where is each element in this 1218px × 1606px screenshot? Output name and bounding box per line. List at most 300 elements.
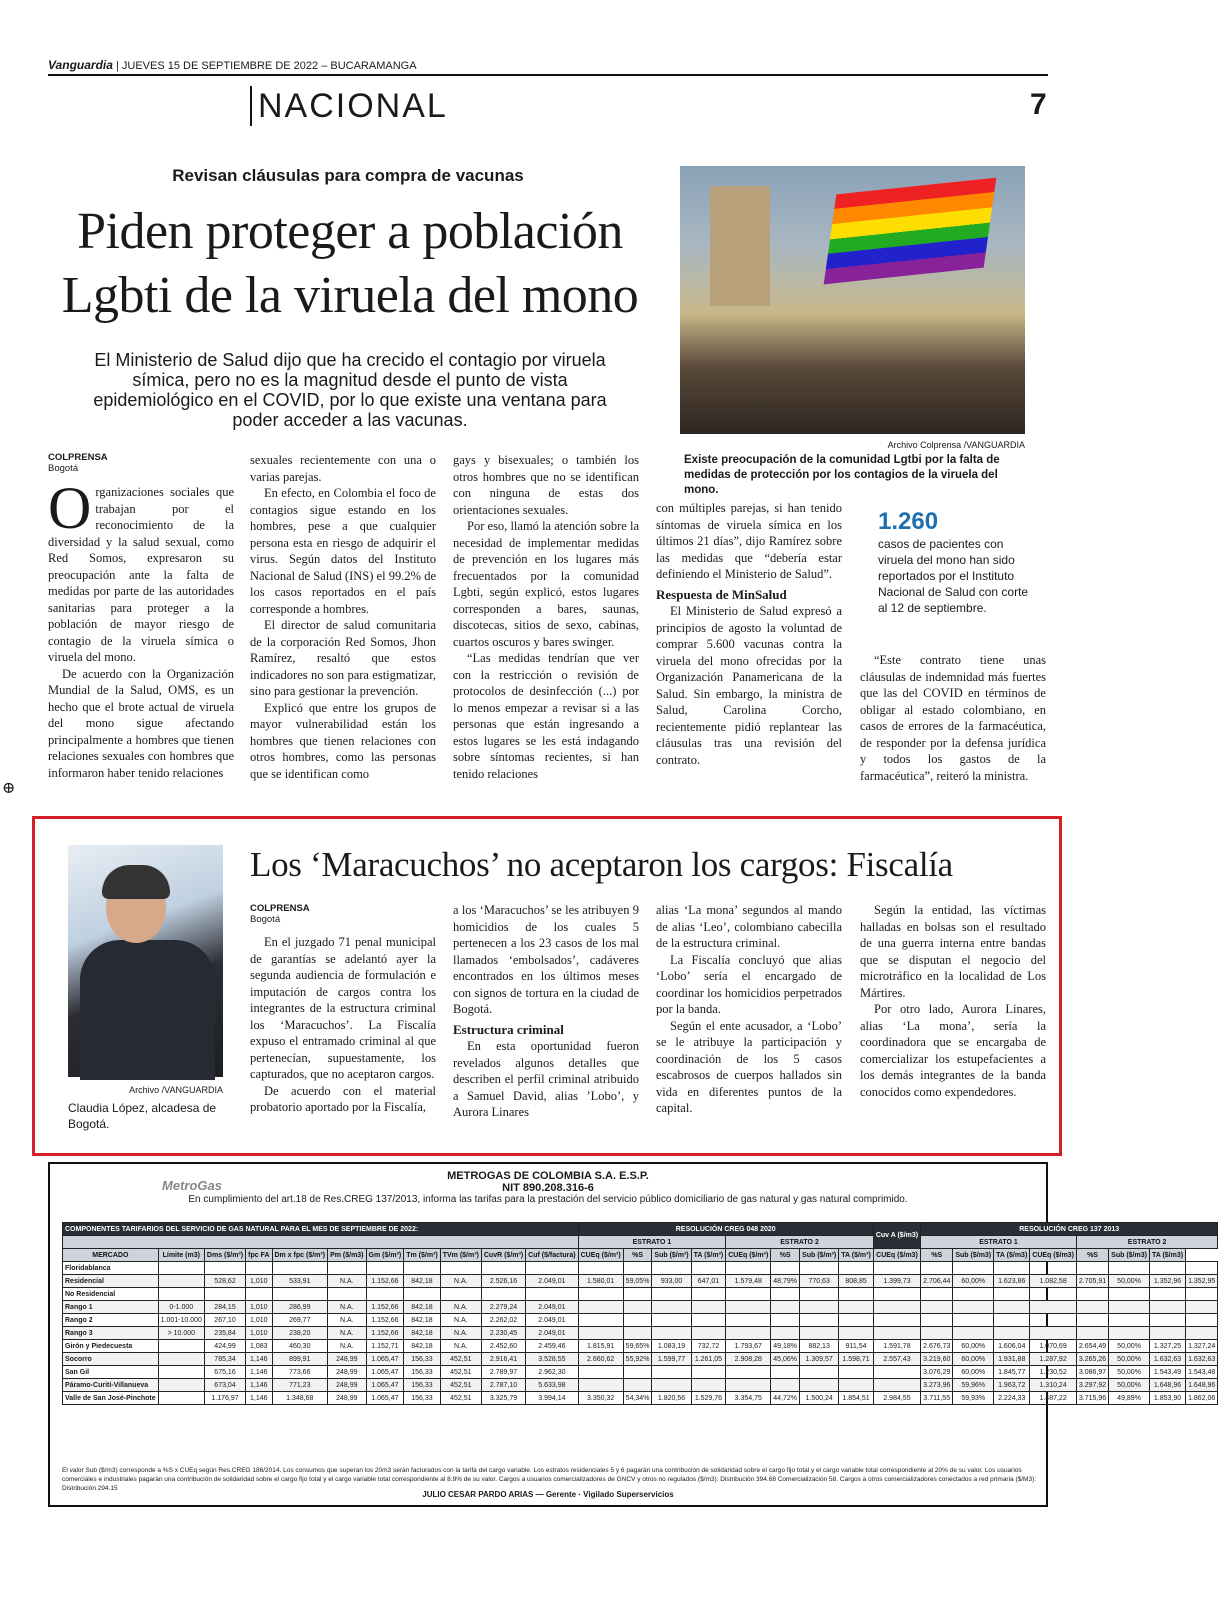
table-cell: 60,00% <box>953 1340 994 1353</box>
paragraph: “Este contrato tiene unas cláusulas de indemnidad más fuertes que las del COVID en términos de obligar al estado colombiano, en casos de errores de la farmacéutica, de responder por la defensa jurídica y todos los gastos de la farmacéutica”, reiteró la ministra. <box>860 653 1046 783</box>
row-label: Páramo-Curití-Villanueva <box>63 1379 159 1392</box>
table-cell <box>994 1314 1030 1327</box>
table-cell: 1.931,88 <box>994 1353 1030 1366</box>
byline <box>250 903 310 925</box>
column-header: TA ($/m³) <box>839 1249 874 1262</box>
table-row <box>63 1340 1218 1353</box>
subhead: Estructura criminal <box>453 1021 564 1037</box>
paragraph: alias ‘La mona’ segundos al mando de alias ‘Leo’, colombiano cabecilla de la estructura criminal. <box>656 903 842 950</box>
table-cell: 1.261,05 <box>691 1353 726 1366</box>
column-header: %S <box>623 1249 652 1262</box>
table-cell: 156,33 <box>404 1379 441 1392</box>
article-column-4 <box>656 500 842 768</box>
table-cell: 2.459,46 <box>526 1340 578 1353</box>
table-cell: 842,18 <box>404 1275 441 1288</box>
table-cell: N.A. <box>328 1275 366 1288</box>
paragraph: a los ‘Maracuchos’ se les atribuyen 9 homicidios de los cuales 5 pertenecen a los 23 casos de los mal llamados ‘embolsados’, cadáveres encontrados en los últimos meses con signos de tortura en la ciudad de Bogotá. <box>453 903 639 1016</box>
photo-credit: Archivo /VANGUARDIA <box>129 1085 223 1095</box>
table-cell: 50,00% <box>1109 1275 1150 1288</box>
paragraph: “Las medidas tendrían que ver con la restricción o revisión de protocolos de desinfección (...) por lo menos empezar a revisar si a las personas que están ingresando a estos lugares se les está indagando sobre síntomas recientes, si han tenido relaciones <box>453 651 639 781</box>
table-cell: 50,00% <box>1109 1353 1150 1366</box>
table-cell <box>158 1379 204 1392</box>
table-cell <box>800 1262 839 1275</box>
table-cell: 3.325,79 <box>481 1392 525 1405</box>
column-header: %S <box>921 1249 953 1262</box>
table-cell <box>652 1314 691 1327</box>
table-cell: 1.853,90 <box>1149 1392 1185 1405</box>
table-cell: 2.706,44 <box>921 1275 953 1288</box>
table-row <box>63 1288 1218 1301</box>
table-cell: 1.065,47 <box>366 1392 404 1405</box>
column-header: CUEq ($/m3) <box>873 1249 920 1262</box>
table-cell <box>921 1327 953 1340</box>
table-cell <box>578 1288 623 1301</box>
estrato-header: ESTRATO 1 <box>578 1236 726 1249</box>
table-cell: 2.676,73 <box>921 1340 953 1353</box>
column-header: CUEq ($/m³) <box>578 1249 623 1262</box>
table-cell: N.A. <box>440 1301 481 1314</box>
table-cell: 2.908,28 <box>726 1353 771 1366</box>
table-cell <box>623 1262 652 1275</box>
table-cell <box>691 1288 726 1301</box>
table-cell: 3.711,55 <box>921 1392 953 1405</box>
table-title: COMPONENTES TARIFARIOS DEL SERVICIO DE GAS NATURAL PARA EL MES DE SEPTIEMBRE DE 2022: <box>63 1223 579 1236</box>
table-cell: 1.543,48 <box>1186 1366 1218 1379</box>
table-cell <box>652 1327 691 1340</box>
table-cell: 156,33 <box>404 1366 441 1379</box>
table-cell <box>272 1262 328 1275</box>
paragraph: Según la entidad, las víctimas halladas en bolsas son el resultado de una guerra interna entre bandas que se disputan el negocio del microtráfico en la localidad de Los Mártires. <box>860 903 1046 1000</box>
table-cell <box>1030 1301 1077 1314</box>
table-cell <box>158 1353 204 1366</box>
table-cell: 771,23 <box>272 1379 328 1392</box>
figure-hair <box>102 865 170 899</box>
table-cell: 1.591,78 <box>873 1340 920 1353</box>
table-cell <box>623 1327 652 1340</box>
table-cell <box>158 1288 204 1301</box>
table-cell: 5.633,98 <box>526 1379 578 1392</box>
table-cell: 54,34% <box>623 1392 652 1405</box>
table-cell: 60,00% <box>953 1353 994 1366</box>
company-nit: NIT 890.208.316-6 <box>502 1182 594 1194</box>
table-cell <box>158 1340 204 1353</box>
table-cell <box>1186 1288 1218 1301</box>
table-cell <box>691 1366 726 1379</box>
table-cell <box>1076 1301 1108 1314</box>
row-label: Floridablanca <box>63 1262 159 1275</box>
supervisor-seal: Vigilado Superservicios <box>583 1490 674 1499</box>
table-cell: 1.152,71 <box>366 1340 404 1353</box>
table-cell: 2.224,33 <box>994 1392 1030 1405</box>
table-cell <box>839 1327 874 1340</box>
table-cell: 59,96% <box>953 1379 994 1392</box>
table-cell: 2.262,02 <box>481 1314 525 1327</box>
column-header: CUEq ($/m3) <box>1030 1249 1077 1262</box>
column-header: Pm ($/m3) <box>328 1249 366 1262</box>
table-cell <box>691 1379 726 1392</box>
table-cell <box>691 1314 726 1327</box>
column-header: Cuv A ($/m3) <box>873 1223 920 1249</box>
table-cell <box>578 1314 623 1327</box>
table-cell: 1.152,66 <box>366 1275 404 1288</box>
fact-number: 1.260 <box>878 508 939 535</box>
table-cell <box>994 1288 1030 1301</box>
table-cell <box>771 1301 800 1314</box>
row-label: San Gil <box>63 1366 159 1379</box>
table-cell: 3.354,75 <box>726 1392 771 1405</box>
table-cell <box>328 1288 366 1301</box>
table-cell <box>771 1366 800 1379</box>
table-cell: 1.083,19 <box>652 1340 691 1353</box>
table-cell <box>328 1262 366 1275</box>
table-cell <box>726 1288 771 1301</box>
column-header: Sub ($/m3) <box>1109 1249 1150 1262</box>
ad-intro: En cumplimiento del art.18 de Res.CREG 137/2013, informa las tarifas para la prestación del servicio público domiciliario de gas natural y gas natural comprimido. <box>188 1194 908 1205</box>
column-header: Gm ($/m³) <box>366 1249 404 1262</box>
table-cell: 1.287,92 <box>1030 1353 1077 1366</box>
paragraph: rganizaciones sociales que trabajan por el reconocimiento de la diversidad y la salud sexual, como Red Somos, expresaron su preocupación ante la falta de medidas por parte de las autoridades sanitarias para proteger a la población de mayor riesgo de contagio de la viruela símica o viruela del mono. <box>48 485 234 664</box>
table-cell: 1.648,96 <box>1186 1379 1218 1392</box>
table-cell: 842,18 <box>404 1314 441 1327</box>
paragraph: Según el ente acusador, a ‘Lobo’ se le atribuye la participación y coordinación de los 5 casos escabrosos de cuerpos hallados sin vida en diferentes puntos de la capital. <box>656 1018 842 1115</box>
table-cell: 1.815,91 <box>578 1340 623 1353</box>
table-cell: 49,18% <box>771 1340 800 1353</box>
table-cell <box>623 1366 652 1379</box>
table-cell: 50,00% <box>1109 1340 1150 1353</box>
paragraph: Por otro lado, Aurora Linares, alias ‘La mona’, sería la coordinadora que se encargaba de comercializar los estupefacientes a los demás integrantes de la banda conocidos como expendedores. <box>860 1002 1046 1099</box>
table-cell: 44,72% <box>771 1392 800 1405</box>
column-header: Dms ($/m³) <box>204 1249 245 1262</box>
table-cell <box>1109 1288 1150 1301</box>
table-cell <box>800 1301 839 1314</box>
table-cell: 50,00% <box>1109 1379 1150 1392</box>
table-cell: 60,00% <box>953 1275 994 1288</box>
table-cell <box>578 1366 623 1379</box>
group-header: RESOLUCIÓN CREG 137 2013 <box>921 1223 1218 1236</box>
paragraph: con múltiples parejas, si han tenido síntomas de viruela símica en los últimos 21 días”, dijo Ramírez sobre las medidas que “debería estar definiendo el Ministerio de Salud”. <box>656 501 842 581</box>
table-cell: 1.176,97 <box>204 1392 245 1405</box>
article-lead: El Ministerio de Salud dijo que ha crecido el contagio por viruela símica, pero no es la magnitud desde el punto de vista epidemiológico en el COVID, por lo que existe una ventana para poder acceder a las vacunas. <box>93 350 607 430</box>
table-cell: 3.086,97 <box>1076 1366 1108 1379</box>
table-cell: 2.962,30 <box>526 1366 578 1379</box>
row-label: Rango 1 <box>63 1301 159 1314</box>
table-cell <box>800 1327 839 1340</box>
byline-city: Bogotá <box>250 914 281 925</box>
byline <box>48 452 108 474</box>
table-cell: 3.350,32 <box>578 1392 623 1405</box>
paragraph: En el juzgado 71 penal municipal de garantías se adelantó ayer la segunda audiencia de formulación e imputación de cargos contra los integrantes de la estructura criminal los ‘Maracuchos’. La Fiscalía expuso el entramado criminal al que pertenecían, supuestamente, los capturados, que no aceptaron cargos. <box>250 935 436 1081</box>
row-label: Rango 3 <box>63 1327 159 1340</box>
article-headline: Los ‘Maracuchos’ no aceptaron los cargos: Fiscalía <box>250 845 953 884</box>
table-cell <box>1109 1327 1150 1340</box>
table-cell: 1.599,77 <box>652 1353 691 1366</box>
table-cell: 460,30 <box>272 1340 328 1353</box>
table-cell <box>158 1275 204 1288</box>
table-cell: 770,63 <box>800 1275 839 1288</box>
table-cell: 673,04 <box>204 1379 245 1392</box>
table-cell: 1.606,04 <box>994 1340 1030 1353</box>
article-column-3 <box>656 902 842 1117</box>
table-cell: 238,20 <box>272 1327 328 1340</box>
table-cell <box>771 1314 800 1327</box>
table-cell <box>404 1288 441 1301</box>
table-cell: 1.529,76 <box>691 1392 726 1405</box>
article-column-3 <box>453 452 639 782</box>
estrato-header: ESTRATO 2 <box>1076 1236 1217 1249</box>
table-cell <box>1149 1301 1185 1314</box>
table-cell: 50,00% <box>1109 1366 1150 1379</box>
table-cell <box>726 1301 771 1314</box>
table-cell <box>246 1262 272 1275</box>
table-cell: 156,33 <box>404 1392 441 1405</box>
table-cell: 2.230,45 <box>481 1327 525 1340</box>
table-row <box>63 1353 1218 1366</box>
table-cell: 2.705,91 <box>1076 1275 1108 1288</box>
article-column-1 <box>250 934 436 1116</box>
table-cell: 1.598,71 <box>839 1353 874 1366</box>
table-row <box>63 1301 1218 1314</box>
table-cell <box>1030 1314 1077 1327</box>
table-cell: 3.265,26 <box>1076 1353 1108 1366</box>
table-cell <box>921 1262 953 1275</box>
table-cell: 1.580,01 <box>578 1275 623 1288</box>
table-cell: 1,010 <box>246 1301 272 1314</box>
table-cell: N.A. <box>440 1340 481 1353</box>
table-cell: 899,91 <box>272 1353 328 1366</box>
table-cell: 732,72 <box>691 1340 726 1353</box>
paragraph: De acuerdo con el material probatorio aportado por la Fiscalía, <box>250 1083 436 1114</box>
photo-caption: Claudia López, alcadesa de Bogotá. <box>68 1101 217 1131</box>
table-cell <box>158 1262 204 1275</box>
paragraph: gays y bisexuales; o también los otros hombres que no se identifican con ninguna de estas dos orientaciones sexuales. <box>453 453 639 517</box>
signer-role: Gerente <box>545 1490 577 1499</box>
table-cell: 1.327,24 <box>1186 1340 1218 1353</box>
table-cell: 1.487,22 <box>1030 1392 1077 1405</box>
page-number: 7 <box>1030 88 1047 121</box>
table-cell <box>652 1366 691 1379</box>
table-cell: 59,65% <box>623 1340 652 1353</box>
table-cell <box>204 1262 245 1275</box>
table-row <box>63 1392 1218 1405</box>
estrato-header: ESTRATO 1 <box>921 1236 1077 1249</box>
table-cell <box>839 1366 874 1379</box>
article-column-2 <box>250 452 436 782</box>
table-cell <box>1109 1301 1150 1314</box>
paragraph: Explicó que entre los grupos de mayor vulnerabilidad están los hombres que tienen relaciones con otros hombres, como las personas que se identifican como <box>250 700 436 781</box>
article-column-1 <box>48 475 234 781</box>
table-cell <box>726 1379 771 1392</box>
section-title: NACIONAL <box>250 86 448 126</box>
table-cell <box>158 1366 204 1379</box>
ad-notes: El valor Sub ($/m3) corresponde a %S x CUEq según Res.CREG 186/2014. Los consumos que superan los 20m3 serán facturados con la tarifa del cargo variable. Los estratos residenciales 5 y 6 pagarán una contribución de solidaridad sobre el cargo fijo total y el cargo variable total correspondiente al 20% de su valor. Los usuarios comerciales e industriales pagarán una contribución de solidaridad sobre el cargo fijo total y el cargo variable total correspondiente al 8.9% de su valor. Cargos a usuarios comercializadores de GNCV y otros no regulados ($/m3): Distribución 394.68 Comercialización 58. Cargos a otros comercializadores conectados a red primaria ($/M3): Distribución 294.15 <box>62 1467 1037 1492</box>
table-cell: 1.399,73 <box>873 1275 920 1288</box>
table-cell <box>366 1288 404 1301</box>
pride-march-photo <box>680 166 1025 434</box>
table-cell <box>1030 1327 1077 1340</box>
table-cell: 1.500,24 <box>800 1392 839 1405</box>
table-cell: 2.984,55 <box>873 1392 920 1405</box>
table-cell: 284,15 <box>204 1301 245 1314</box>
paragraph: El Ministerio de Salud expresó a principios de agosto la voluntad de comprar 5.600 vacunas contra la viruela del mono ofrecidas por la Organización Panamericana de la Salud. Sin embargo, la ministra de Salud, Carolina Corcho, recientemente pidió replantear las cláusulas tras una revisión del contrato. <box>656 604 842 767</box>
table-cell: 1.070,69 <box>1030 1340 1077 1353</box>
table-cell <box>1076 1262 1108 1275</box>
byline-city: Bogotá <box>48 463 79 474</box>
table-cell: 3.994,14 <box>526 1392 578 1405</box>
table-cell: > 10.000 <box>158 1327 204 1340</box>
table-cell: 2.654,49 <box>1076 1340 1108 1353</box>
table-cell <box>1076 1327 1108 1340</box>
table-cell: 1.348,68 <box>272 1392 328 1405</box>
table-cell <box>1030 1262 1077 1275</box>
paragraph: En efecto, en Colombia el foco de contagios sigue estando en los hombres, pese a que cualquier persona esta en riesgo de adquirir el virus. Según datos del Instituto Nacional de Salud (INS) el 99.2% de los casos reportados en el país corresponde a hombres. <box>250 486 436 616</box>
table-cell <box>953 1327 994 1340</box>
table-cell: 1.065,47 <box>366 1353 404 1366</box>
table-cell: 933,00 <box>652 1275 691 1288</box>
table-cell: 1.082,58 <box>1030 1275 1077 1288</box>
table-cell <box>839 1379 874 1392</box>
registration-mark-icon: ⊕ <box>2 780 16 797</box>
table-cell: 1.152,66 <box>366 1314 404 1327</box>
table-cell: 1.065,47 <box>366 1366 404 1379</box>
table-cell <box>873 1288 920 1301</box>
table-cell: 3.528,55 <box>526 1353 578 1366</box>
table-cell: 1.632,63 <box>1186 1353 1218 1366</box>
table-cell: 2.049,01 <box>526 1327 578 1340</box>
table-cell: 452,51 <box>440 1366 481 1379</box>
table-cell <box>726 1366 771 1379</box>
table-cell <box>1109 1314 1150 1327</box>
table-row <box>63 1366 1218 1379</box>
table-cell: 248,99 <box>328 1366 366 1379</box>
table-row <box>63 1327 1218 1340</box>
ad-header <box>50 1170 1046 1205</box>
table-cell: 3.273,96 <box>921 1379 953 1392</box>
table-cell: 2.660,62 <box>578 1353 623 1366</box>
column-header: fpc FA <box>246 1249 272 1262</box>
table-cell: 1.327,25 <box>1149 1340 1185 1353</box>
table-row <box>63 1262 1218 1275</box>
table-cell: 1.845,77 <box>994 1366 1030 1379</box>
table-cell <box>873 1327 920 1340</box>
table-cell <box>726 1327 771 1340</box>
table-cell <box>272 1288 328 1301</box>
table-cell: 248,99 <box>328 1379 366 1392</box>
table-cell <box>578 1327 623 1340</box>
table-cell: 59,93% <box>953 1392 994 1405</box>
table-cell <box>726 1262 771 1275</box>
column-header: TA ($/m3) <box>1149 1249 1185 1262</box>
table-cell <box>1030 1288 1077 1301</box>
table-cell <box>800 1314 839 1327</box>
table-cell <box>921 1301 953 1314</box>
table-cell: 773,66 <box>272 1366 328 1379</box>
table-cell: 1.793,67 <box>726 1340 771 1353</box>
table-cell <box>800 1379 839 1392</box>
table-cell: 842,18 <box>404 1301 441 1314</box>
table-cell <box>652 1301 691 1314</box>
estrato-header: ESTRATO 2 <box>726 1236 874 1249</box>
paragraph: Por eso, llamó la atención sobre la necesidad de implementar medidas de prevención en los lugares más frecuentados por la comunidad Lgbti, según explicó, estos lugares corresponden a bares, saunas, discotecas, sitios de sexo, cabinas, cuartos oscuros y bares swinger. <box>453 519 639 649</box>
company-name: METROGAS DE COLOMBIA S.A. E.S.P. <box>447 1170 649 1182</box>
table-cell: 647,01 <box>691 1275 726 1288</box>
column-header: TA ($/m3) <box>994 1249 1030 1262</box>
column-header: MERCADO <box>63 1249 159 1262</box>
column-header: Tm ($/m³) <box>404 1249 441 1262</box>
table-cell <box>1149 1262 1185 1275</box>
table-cell: N.A. <box>328 1327 366 1340</box>
table-cell: 269,77 <box>272 1314 328 1327</box>
table-cell: 1,146 <box>246 1353 272 1366</box>
table-cell <box>623 1314 652 1327</box>
paragraph: sexuales recientemente con una o varias parejas. <box>250 453 436 484</box>
photo-credit: Archivo Colprensa /VANGUARDIA <box>887 440 1025 450</box>
rainbow-flag <box>824 178 997 285</box>
table-cell <box>440 1288 481 1301</box>
table-cell <box>691 1262 726 1275</box>
table-cell: 675,16 <box>204 1366 245 1379</box>
article-kicker: Revisan cláusulas para compra de vacunas <box>172 166 524 185</box>
table-cell: 2.557,43 <box>873 1353 920 1366</box>
table-cell: N.A. <box>440 1275 481 1288</box>
table-cell <box>1186 1301 1218 1314</box>
table-cell: 1,010 <box>246 1327 272 1340</box>
table-cell: 452,51 <box>440 1392 481 1405</box>
table-cell <box>994 1262 1030 1275</box>
tariff-table <box>62 1222 1218 1405</box>
table-cell: 1.001-10.000 <box>158 1314 204 1327</box>
table-cell <box>440 1262 481 1275</box>
table-cell <box>1076 1288 1108 1301</box>
table-cell: 1.854,51 <box>839 1392 874 1405</box>
table-cell: 1.632,63 <box>1149 1353 1185 1366</box>
table-cell: 45,06% <box>771 1353 800 1366</box>
fact-text: casos de pacientes con viruela del mono han sido reportados por el Instituto Nacional de Salud con corte al 12 de septiembre. <box>878 537 1029 615</box>
dateline: JUEVES 15 DE SEPTIEMBRE DE 2022 – BUCARAMANGA <box>121 60 417 72</box>
table-cell <box>691 1301 726 1314</box>
table-cell <box>578 1301 623 1314</box>
table-cell <box>623 1379 652 1392</box>
table-cell <box>953 1288 994 1301</box>
table-cell: 842,18 <box>404 1327 441 1340</box>
byline-agency: COLPRENSA <box>250 903 310 914</box>
table-cell <box>404 1262 441 1275</box>
table-cell <box>873 1366 920 1379</box>
table-cell: 1.543,49 <box>1149 1366 1185 1379</box>
byline-agency: COLPRENSA <box>48 452 108 463</box>
table-cell <box>652 1379 691 1392</box>
table-cell: 1.862,06 <box>1186 1392 1218 1405</box>
row-label: Socorro <box>63 1353 159 1366</box>
table-cell <box>1186 1327 1218 1340</box>
column-header: Cuf ($/factura) <box>526 1249 578 1262</box>
table-cell: 1.065,47 <box>366 1379 404 1392</box>
table-cell <box>578 1379 623 1392</box>
fact-box <box>878 508 1038 616</box>
table-cell: 1.230,52 <box>1030 1366 1077 1379</box>
signer-name: JULIO CESAR PARDO ARIAS <box>422 1490 534 1499</box>
paragraph: El director de salud comunitaria de la corporación Red Somos, Jhon Ramírez, resaltó que estos indicadores no son para estigmatizar, sino para gestionar la prevención. <box>250 618 436 698</box>
table-cell <box>953 1314 994 1327</box>
table-cell: 808,85 <box>839 1275 874 1288</box>
table-cell <box>652 1288 691 1301</box>
column-header: Límite (m3) <box>158 1249 204 1262</box>
table-cell: 2.279,24 <box>481 1301 525 1314</box>
table-row <box>63 1275 1218 1288</box>
table-cell: 1.623,86 <box>994 1275 1030 1288</box>
table-cell: 1.352,96 <box>1149 1275 1185 1288</box>
subhead: Respuesta de MinSalud <box>656 586 787 602</box>
table-cell: 1.579,48 <box>726 1275 771 1288</box>
